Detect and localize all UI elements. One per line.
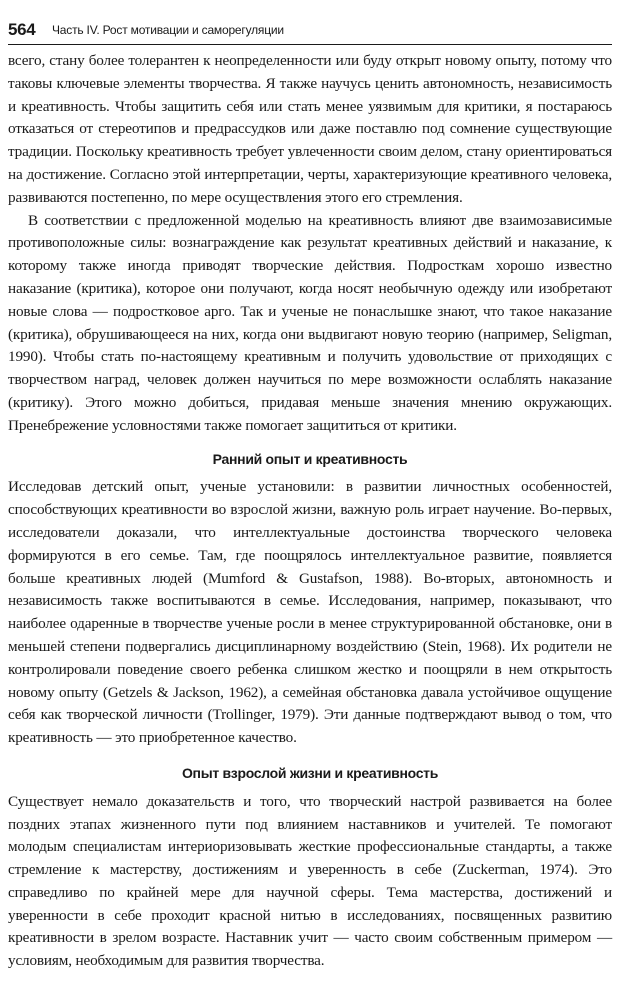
page-body (8, 50, 612, 973)
section-paragraph-early-experience: Исследовав детский опыт, ученые установили: в развитии личностных особенностей, способствующих креативности во взрослой жизни, важную роль играет научение. Во-первых, исследователи доказали, что интеллектуальные достоинства творческого человека формируются в его семье. Там, где поощрялось интеллектуальное развитие, появляется больше креативных людей (Mumford & Gustafson, 1988). Во-вторых, автономность и независимость также воспитываются в семье. Исследования, например, показывают, что наиболее одаренные в творчестве ученые росли в менее структурированной обстановке, они в меньшей степени подвергались дисциплинарному воздействию (Stein, 1968). Их родители не контролировали поведение своего ребенка слишком жестко и поощряли в нем открытость новому опыту (Getzels & Jackson, 1962), а семейная обстановка давала устойчивое ощущение себя как творческой личности (Trollinger, 1979). Эти данные подтверждают вывод о том, что креативность — это приобретенное качество. (8, 478, 612, 747)
body-paragraph: всего, стану более толерантен к неопределенности или буду открыт новому опыту, потому что таковы ключевые элементы творчества. Я также научусь ценить автономность, независимость и креативность. Чтобы защитить себя или стать менее уязвимым для критики, я постараюсь отказаться от стереотипов и предрассудков или даже поставлю под сомнение существующие традиции. Поскольку креативность требует увлеченности своим делом, стану ориентироваться на достижение. Согласно этой интерпретации, черты, характеризующие креативного человека, развиваются постепенно, по мере осуществления этого его стремления. (8, 52, 612, 206)
running-title: Часть IV. Рост мотивации и саморегуляции (52, 23, 284, 37)
section-heading-early-experience: Ранний опыт и креативность (212, 450, 408, 467)
running-header (8, 18, 612, 45)
section-paragraph-adult-experience: Существует немало доказательств и того, что творческий настрой развивается на более поздних этапах жизненного пути под влиянием наставников и учителей. Те помогают молодым специалистам интериоризовывать жесткие профессиональные стандарты, а также стремление к мастерству, достижениям и уверенность в себе (Zuckerman, 1974). Это справедливо по крайней мере для научной сферы. Тема мастерства, достижений и уверенности в себе проходит красной нитью в исследованиях, посвященных развитию креативности в зрелом возрасте. Наставник учит — часто своим собственным примером — условиям, необходимым для развития творчества. (8, 792, 612, 970)
page-number: 564 (8, 20, 36, 39)
body-paragraph: В соответствии с предложенной моделью на креативность влияют две взаимозависимые противоположные силы: вознаграждение как результат креативных действий и наказание, к которому также иногда приводят творческие действия. Подросткам хорошо известно наказание (критика), которое они получают, когда носят необычную одежду или изобретают новые слова — подростковое арго. Так и ученые не понаслышке знают, что такое наказание (критика), обрушивающееся на них, когда они выдвигают новую теорию (например, Seligman, 1990). Чтобы стать по-настоящему креативным и получить удовольствие от приходящих с творчеством наград, человек должен научиться по мере возможности ослаблять наказание (критику). Этого можно добиться, придавая меньше значения мнению окружающих. Пренебрежение условностями также помогает защититься от критики. (8, 211, 612, 434)
section-heading-adult-experience: Опыт взрослой жизни и креативность (181, 764, 439, 781)
